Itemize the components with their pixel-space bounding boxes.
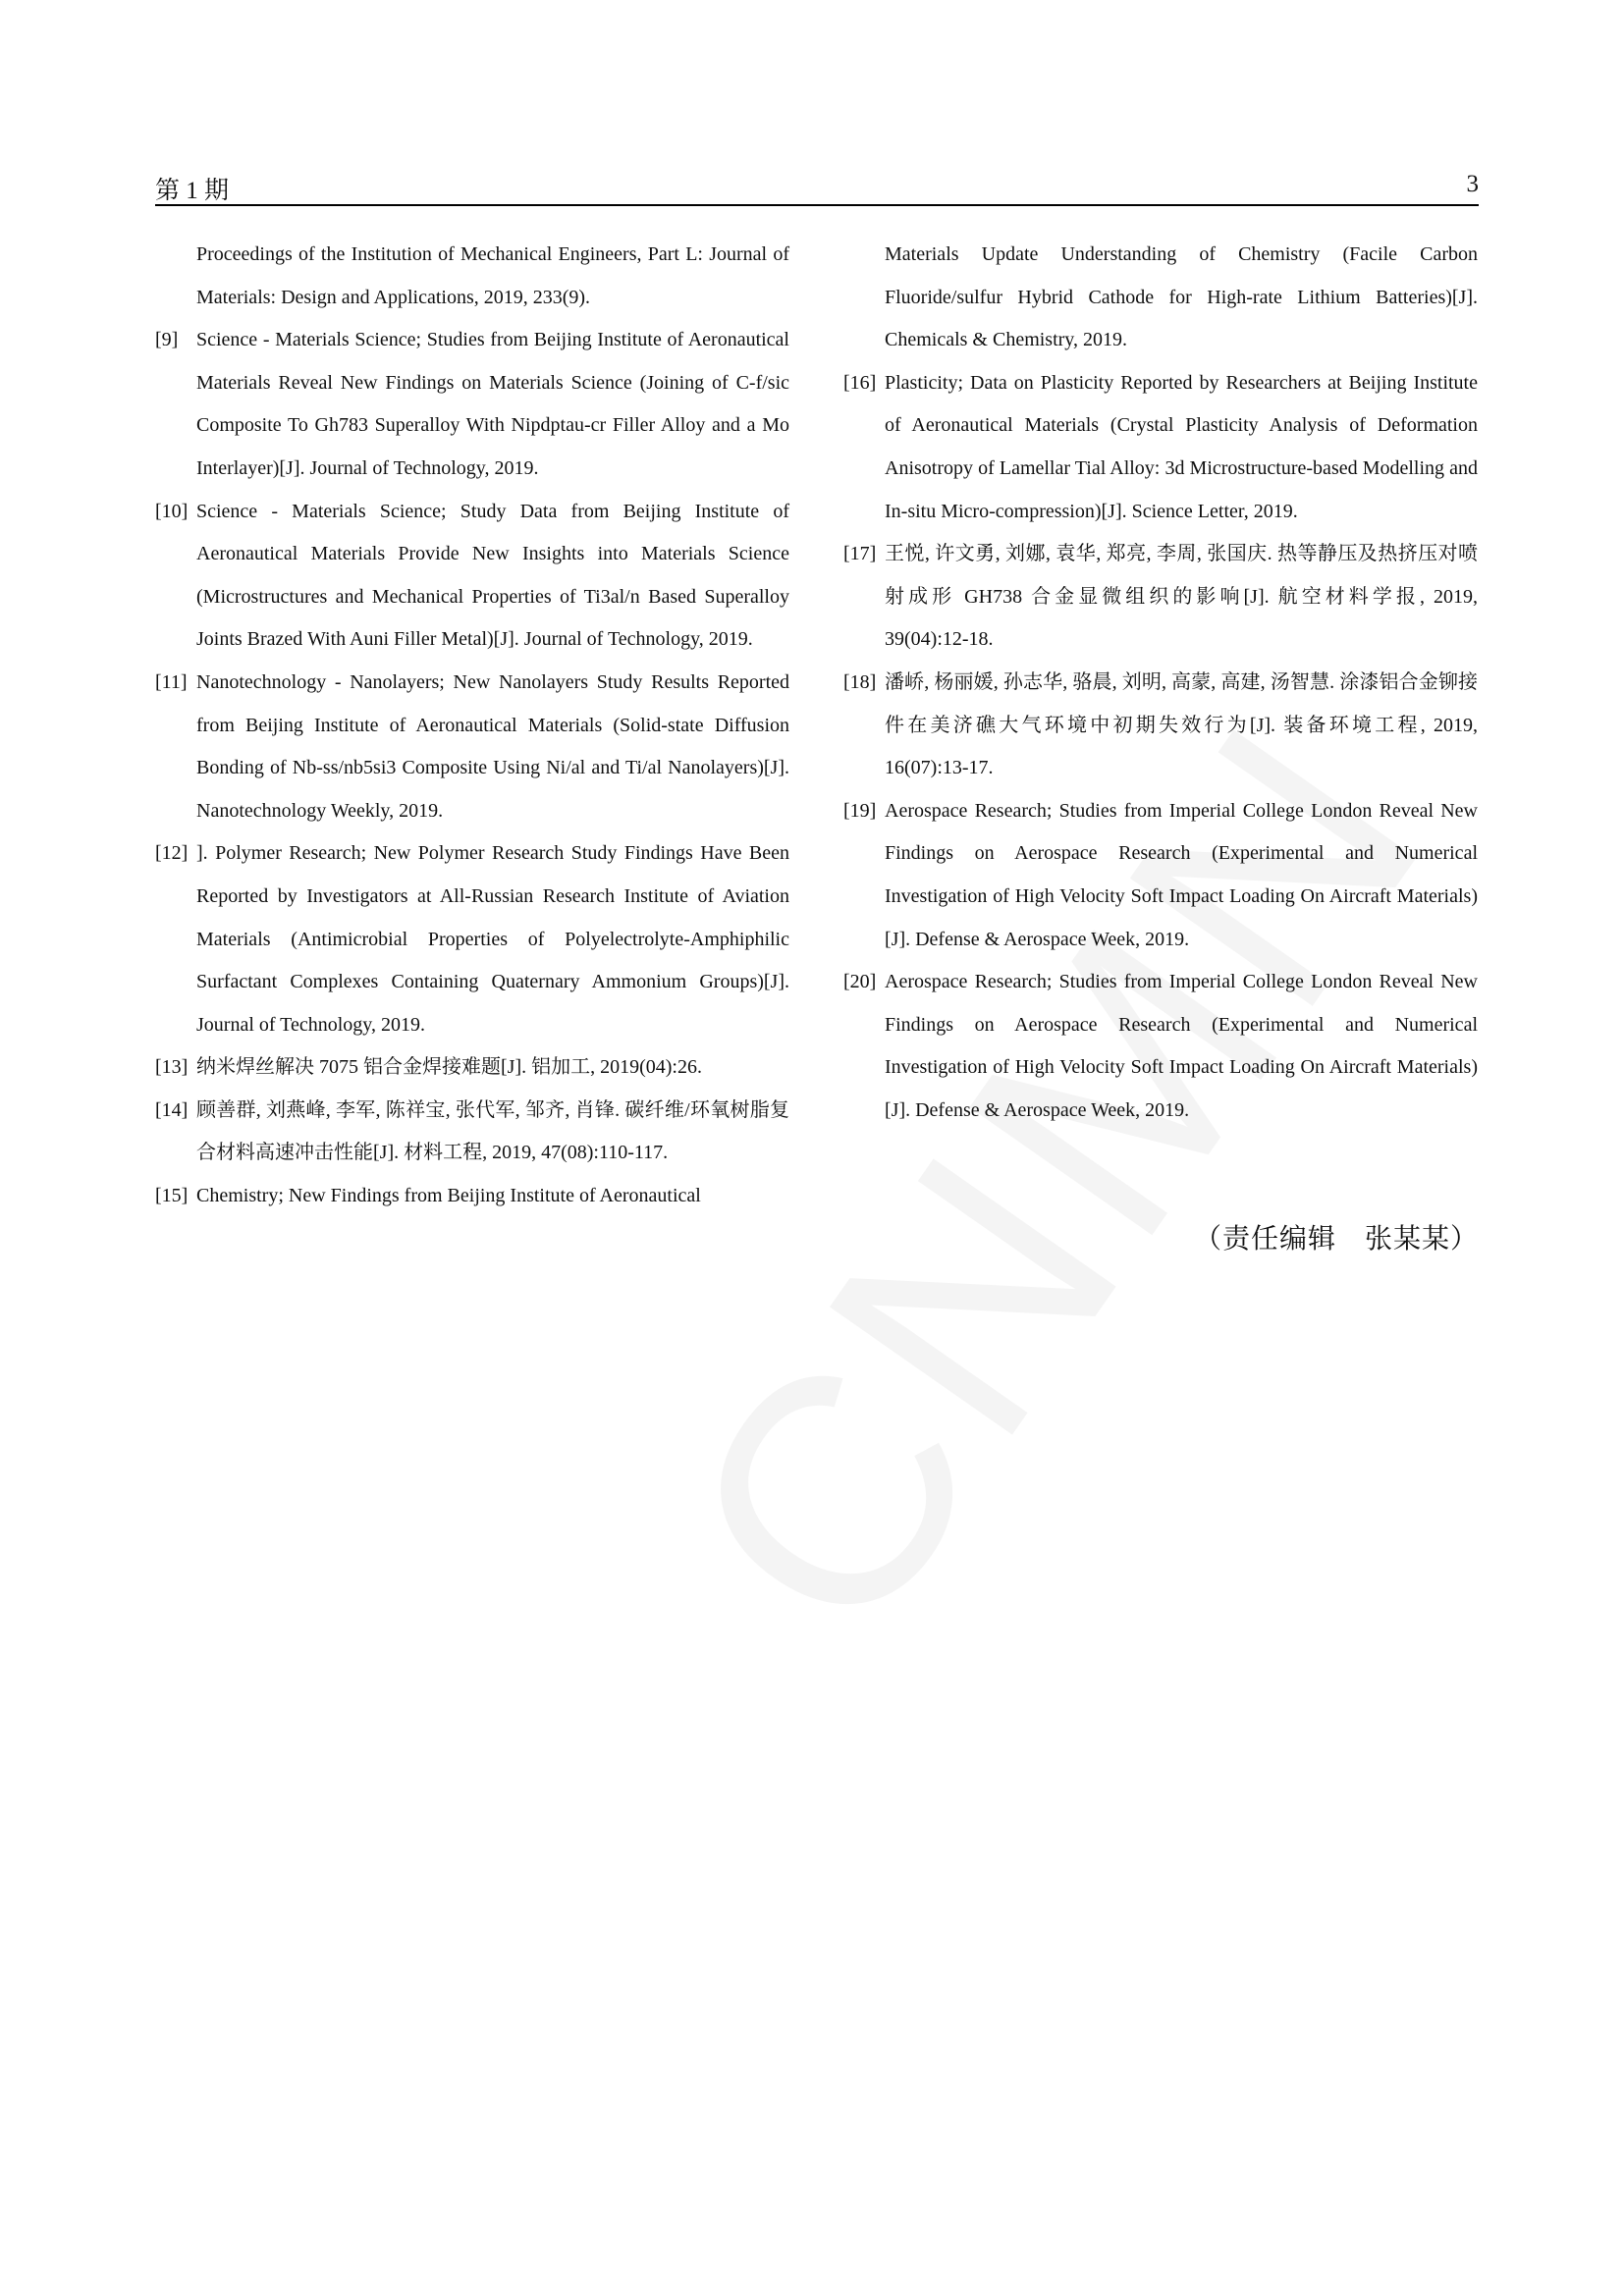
reference-number: [15] (155, 1185, 189, 1207)
reference-item (843, 790, 1478, 961)
reference-item (155, 319, 789, 490)
reference-text: Nanotechnology - Nanolayers; New Nanolayers Study Results Reported from Beijing Institute of Aeronautical Materials (Solid-state Diffusion Bonding of Nb-ss/nb5si3 Composite Using Ni/al and Ti/al Nanolayers)[J]. Nanotechnology Weekly, 2019. (196, 670, 789, 822)
reference-item (843, 961, 1478, 1132)
reference-text: Aerospace Research; Studies from Imperial College London Reveal New Findings on Aerospace Research (Experimental and Numerical Investigation of High Velocity Soft Impact Loading On Aircraft Materials)[J]. Defense & Aerospace Week, 2019. (885, 799, 1478, 950)
page-number: 3 (1466, 171, 1479, 197)
right-column (843, 234, 1478, 1132)
reference-item (155, 234, 789, 319)
reference-text: 顾善群, 刘燕峰, 李军, 陈祥宝, 张代军, 邹齐, 肖锋. 碳纤维/环氧树脂复合材料高速冲击性能[J]. 材料工程, 2019, 47(08):110-117. (196, 1098, 789, 1164)
reference-item (155, 491, 789, 662)
reference-text: 王悦, 许文勇, 刘娜, 袁华, 郑亮, 李周, 张国庆. 热等静压及热挤压对喷射成形 GH738 合金显微组织的影响[J]. 航空材料学报, 2019, 39(04):12-18. (885, 543, 1478, 651)
reference-text: Chemistry; New Findings from Beijing Institute of Aeronautical (196, 1185, 701, 1207)
reference-text: Plasticity; Data on Plasticity Reported by Researchers at Beijing Institute of Aeronautical Materials (Crystal Plasticity Analysis of Deformation Anisotropy of Lamellar Tial Alloy: 3d Microstructure-based Modelling and In-situ Micro-compression)[J]. Science Letter, 2019. (885, 371, 1478, 522)
editor-note: （责任编辑 张某某） (1193, 1222, 1479, 1255)
reference-text: 潘峤, 杨丽媛, 孙志华, 骆晨, 刘明, 高蒙, 高建, 汤智慧. 涂漆铝合金铆接件在美济礁大气环境中初期失效行为[J]. 装备环境工程, 2019, 16(07):13-17. (885, 670, 1478, 779)
reference-item (843, 662, 1478, 790)
left-column (155, 234, 789, 1218)
reference-text: Science - Materials Science; Studies from Beijing Institute of Aeronautical Materials Reveal New Findings on Materials Science (Joining of C-f/sic Composite To Gh783 Superalloy With Nipdptau-cr Filler Alloy and a Mo Interlayer)[J]. Journal of Technology, 2019. (196, 329, 789, 479)
reference-number: [13] (155, 1056, 189, 1079)
reference-number: [10] (155, 500, 189, 522)
reference-number: [14] (155, 1098, 189, 1121)
reference-number: [16] (843, 371, 877, 394)
reference-item (155, 832, 789, 1046)
reference-text: Proceedings of the Institution of Mechanical Engineers, Part L: Journal of Materials: Design and Applications, 2019, 233(9). (196, 243, 789, 308)
issue-label: 第 1 期 (155, 178, 230, 204)
reference-number: [19] (843, 799, 877, 822)
reference-number: [20] (843, 971, 877, 993)
reference-item (843, 362, 1478, 533)
reference-number: [18] (843, 670, 877, 693)
reference-item (843, 533, 1478, 662)
reference-item (155, 1090, 789, 1175)
reference-item (843, 234, 1478, 362)
reference-text: Science - Materials Science; Study Data from Beijing Institute of Aeronautical Materials Provide New Insights into Materials Science (Microstructures and Mechanical Properties of Ti3al/n Based Superalloy Joints Brazed With Auni Filler Metal)[J]. Journal of Technology, 2019. (196, 500, 789, 651)
reference-number: [17] (843, 543, 877, 565)
page-header (155, 171, 1479, 206)
reference-text: Aerospace Research; Studies from Imperial College London Reveal New Findings on Aerospace Research (Experimental and Numerical Investigation of High Velocity Soft Impact Loading On Aircraft Materials)[J]. Defense & Aerospace Week, 2019. (885, 971, 1478, 1121)
reference-text: 纳米焊丝解决 7075 铝合金焊接难题[J]. 铝加工, 2019(04):26. (196, 1056, 702, 1079)
reference-item (155, 1175, 789, 1218)
reference-number: [12] (155, 842, 189, 865)
reference-text: Materials Update Understanding of Chemistry (Facile Carbon Fluoride/sulfur Hybrid Cathode for High-rate Lithium Batteries)[J]. Chemicals & Chemistry, 2019. (885, 243, 1478, 351)
reference-item (155, 1046, 789, 1090)
reference-item (155, 662, 789, 832)
reference-number: [11] (155, 670, 188, 693)
reference-text: ]. Polymer Research; New Polymer Research Study Findings Have Been Reported by Investigators at All-Russian Research Institute of Aviation Materials (Antimicrobial Properties of Polyelectrolyte-Amphiphilic Surfactant Complexes Containing Quaternary Ammonium Groups)[J]. Journal of Technology, 2019. (196, 842, 789, 1036)
reference-number: [9] (155, 329, 179, 351)
